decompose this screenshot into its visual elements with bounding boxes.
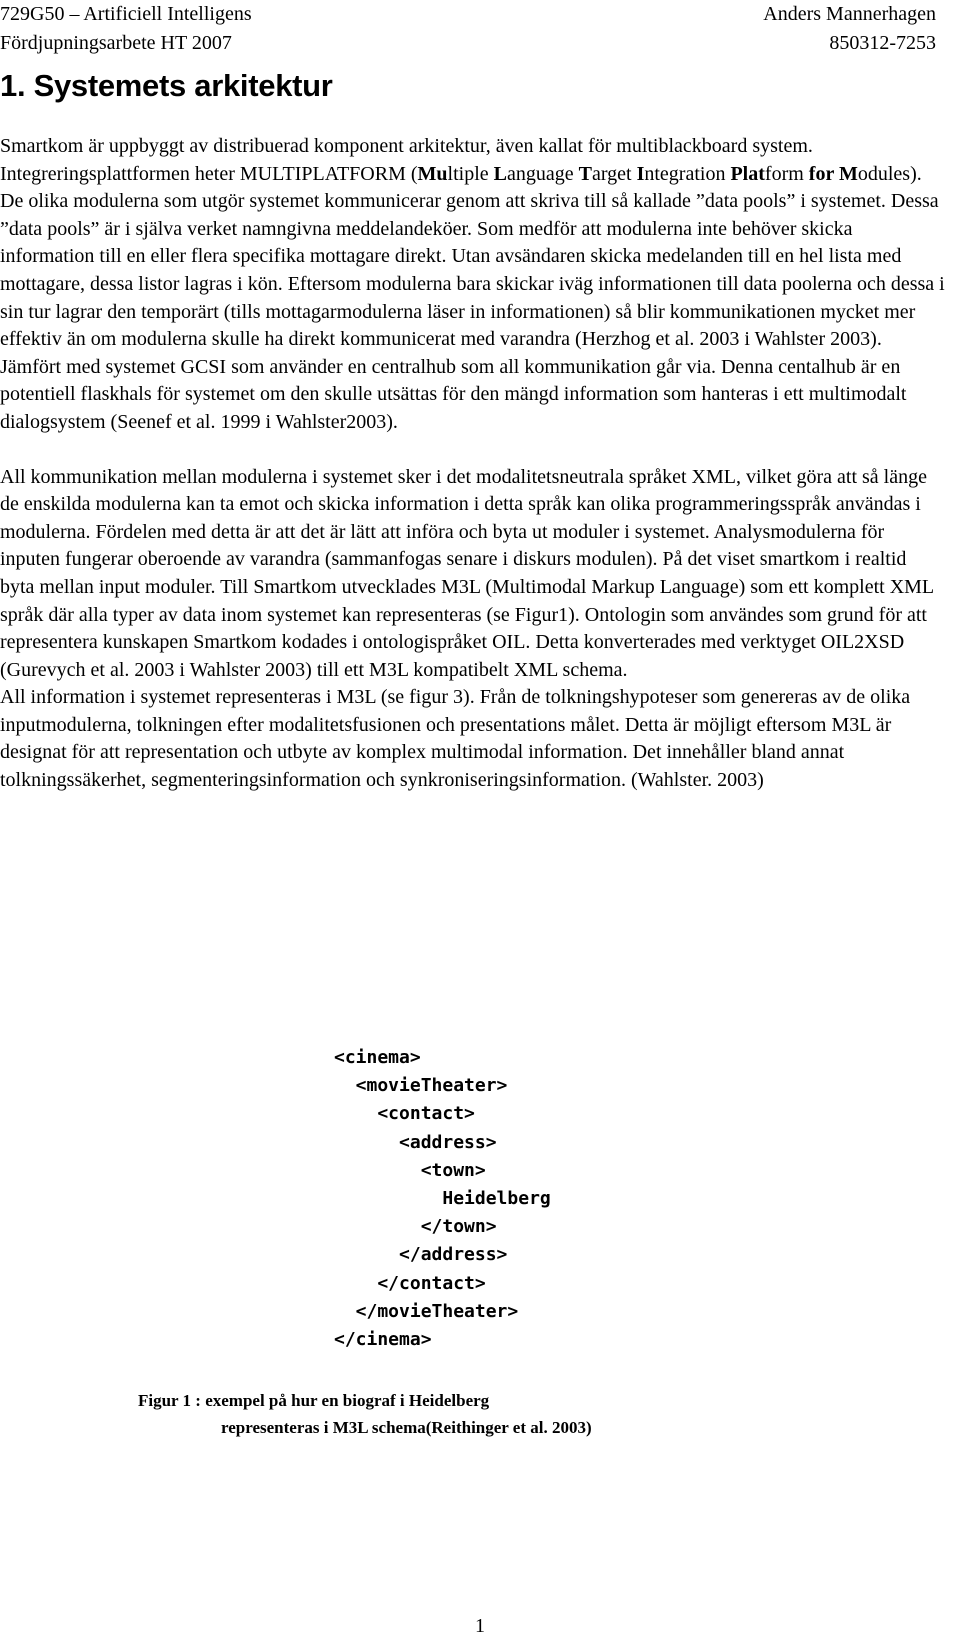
course-title: 729G50 – Artificiell Intelligens (0, 3, 252, 25)
assignment-subtitle: Fördjupningsarbete HT 2007 (0, 32, 232, 54)
p1-text: Smartkom är uppbyggt av distribuerad komponent arkitektur, även kallat för multiblackboard system. Integreringsplattformen heter MULTIPLATFORM ( (0, 135, 813, 185)
body-text (0, 133, 945, 795)
p1-bold: Plat (730, 162, 765, 185)
figure-caption (138, 1387, 592, 1441)
p1-text: form (764, 162, 809, 185)
paragraph-3: All kommunikation mellan modulerna i systemet sker i det modalitetsneutrala språket XML, vilket göra att så länge de enskilda modulerna kan ta emot och skicka information i detta språk kan olika programmeringsspråk användas i modulerna. Fördelen med detta är att det är lätt att införa och byta ut moduler i systemet. Analysmodulerna för inputen fungerar oberoende av varandra (sammanfogas senare i diskurs modulen). På det viset smartkom i realtid byta mellan input moduler. Till Smartkom utvecklades M3L (Multimodal Markup Language) som ett komplett XML språk där alla typer av data inom systemet kan representeras (se Figur1). Ontologin som användes som grund för att representera kunskapen Smartkom kodades i ontologispråket OIL. Detta konverterades med verktyget OIL2XSD (Gurevych et al. 2003 i Wahlster 2003) till ett M3L kompatibelt XML schema. (0, 465, 934, 681)
header-row-2 (0, 29, 940, 58)
p1-bold: Mu (417, 162, 448, 185)
p1-bold: L (493, 162, 507, 185)
page-header (0, 0, 940, 58)
xml-line: <address> (334, 1131, 497, 1153)
xml-figure (334, 1044, 551, 1354)
section-heading: 1. Systemets arkitektur (0, 68, 333, 103)
paragraph-2: Jämfört med systemet GCSI som använder en centralhub som all kommunikation går via. Denna centalhub är en potentiell flaskhals för systemet om den skulle utsättas för den mängd information som hanteras i ett multimodalt dialogsystem (Seenef et al. 1999 i Wahlster2003). (0, 355, 907, 433)
page-number: 1 (475, 1615, 485, 1637)
p1-bold: for M (808, 162, 858, 185)
xml-line: <contact> (334, 1103, 475, 1125)
xml-line: <cinema> (334, 1047, 421, 1068)
p1-text: ntegration (644, 162, 731, 185)
caption-line-1: Figur 1 : exempel på hur en biograf i Heidelberg (138, 1391, 490, 1410)
author-name: Anders Mannerhagen (763, 3, 936, 25)
xml-line: </cinema> (334, 1329, 432, 1351)
p1-text: De olika modulerna som utgör systemet kommunicerar genom att skriva till så kallade ”data pools” i systemet. Dessa ”data pools” är i själva verket namngivna meddelandeköer. Som medför att modulerna inte behöver skicka information till en eller flera specifika mottagare direkt. Utan avsändaren skicka medelanden till en hel lista med mottagare, dessa listor lagras i kön. Eftersom modulerna bara skickar iväg informationen till data poolerna och dessa i sin tur lagrar den temporärt (tills mottagarmodulerna läser in informationen) så blir kommunikationen mycket mer effektiv än om modulerna skulle ha direkt kommunicerat med varandra (Herzhog et al. 2003 i Wahlster 2003). (0, 190, 945, 351)
paragraph-1 (0, 133, 945, 354)
p1-text: odules). (857, 162, 922, 185)
xml-line: </town> (334, 1216, 497, 1238)
p1-bold: T (578, 162, 592, 185)
p1-text: arget (591, 162, 637, 185)
p1-text: ltiple (447, 162, 494, 185)
author-id: 850312-7253 (829, 32, 936, 54)
header-row-1 (0, 0, 940, 29)
xml-line: Heidelberg (334, 1188, 551, 1210)
xml-line: <town> (334, 1159, 486, 1181)
xml-line: </address> (334, 1244, 508, 1266)
p1-text: anguage (506, 162, 579, 185)
xml-line: <movieTheater> (334, 1075, 508, 1097)
p1-bold: I (636, 162, 645, 185)
xml-line: </contact> (334, 1272, 486, 1294)
xml-line: </movieTheater> (334, 1300, 519, 1322)
paragraph-4: All information i systemet representeras i M3L (se figur 3). Från de tolkningshypoteser som genereras av de olika inputmodulerna, tolkningen efter modalitetsfusionen och presentations målet. Detta är möjligt eftersom M3L är designat för att representation och utbyte av komplex multimodal information. Det innehåller bland annat tolkningssäkerhet, segmenteringsinformation och synkroniseringsinformation. (Wahlster. 2003) (0, 686, 911, 792)
caption-line-2: representeras i M3L schema(Reithinger et al. 2003) (221, 1418, 592, 1437)
